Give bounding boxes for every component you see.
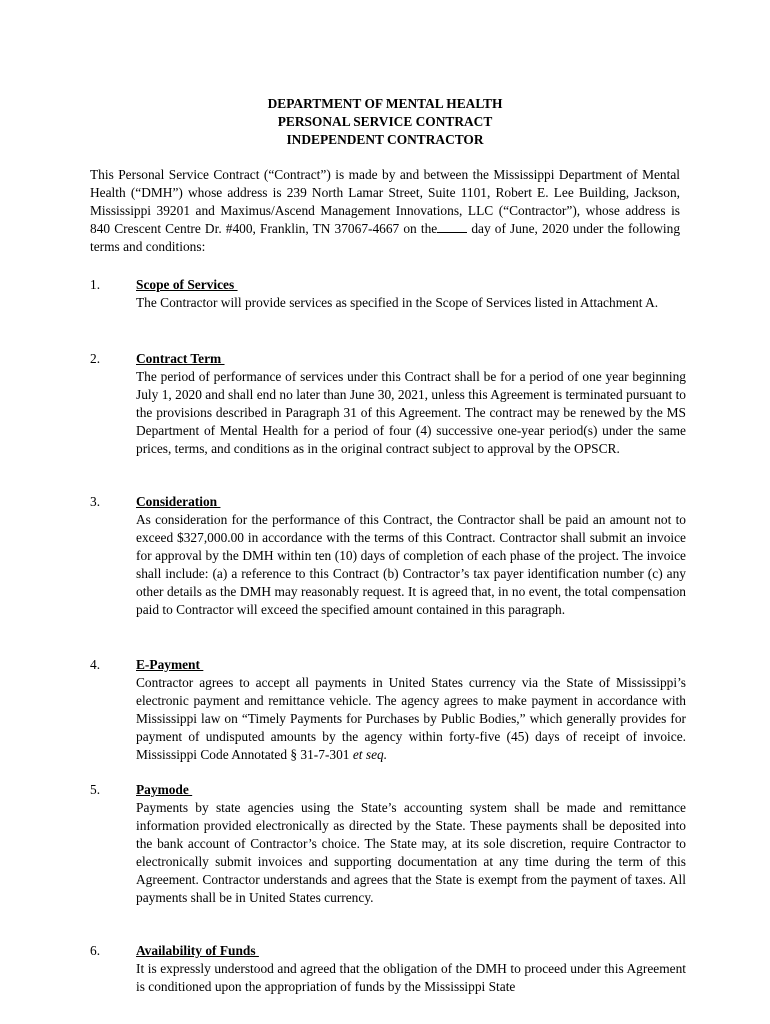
section-body: It is expressly understood and agreed that the obligation of the DMH to proceed under this Agreement is conditioned upon the appropriation of funds by the Mississippi State (136, 961, 686, 994)
section-number: 4. (90, 657, 101, 672)
section-paymode (90, 781, 686, 907)
section-number: 3. (90, 494, 101, 509)
header-contract-type: PERSONAL SERVICE CONTRACT (277, 114, 493, 129)
section-title: Scope of Services (136, 277, 238, 292)
section-title: Availability of Funds (136, 943, 259, 958)
section-body: Payments by state agencies using the State’s accounting system shall be made and remittance information provided electronically as directed by the State. These payments shall be deposited into the bank account of Contractor’s choice. The State may, at its sole discretion, require Contractor to electronically submit invoices and supporting documentation at any time during the term of this Agreement. Contractor understands and agrees that the State is exempt from the payment of taxes. All payments shall be in United States currency. (136, 800, 686, 905)
section-body-text: Contractor agrees to accept all payments in United States currency via the State of Mississippi’s electronic payment and remittance vehicle. The agency agrees to make payment in accordance with Mississippi law on “Timely Payments for Purchases by Public Bodies,” which generally provides for payment of undisputed amounts by the agency within forty-five (45) days of receipt of invoice. Mississippi Code Annotated § 31-7-301 (136, 675, 686, 762)
section-number: 6. (90, 943, 101, 958)
intro-text: This Personal Service Contract (“Contract”) is made by and between the Mississippi Department of Mental Health (“DMH”) whose address is 239 North Lamar Street, Suite 1101, Robert E. Lee Building, Jackson, Mississippi 39201 and Maximus/Ascend Management Innovations, LLC (“Contractor”), whose address is 840 Crescent Centre Dr. #400, Franklin, TN 37067-4667 on the (90, 167, 680, 236)
section-e-payment (90, 656, 686, 764)
section-number: 2. (90, 351, 101, 366)
section-body: As consideration for the performance of this Contract, the Contractor shall be paid an amount not to exceed $327,000.00 in accordance with the terms of this Contract. Contractor shall submit an invoice for approval by the DMH within ten (10) days of completion of each phase of the project. The invoice shall include: (a) a reference to this Contract (b) Contractor’s tax payer identification number (c) any other details as the DMH may reasonably request. It is agreed that, in no event, the total compensation paid to Contractor will exceed the specified amount contained in this paragraph. (136, 512, 686, 617)
section-title: Paymode (136, 782, 193, 797)
section-title: Contract Term (136, 351, 225, 366)
intro-paragraph (90, 166, 680, 256)
section-availability-of-funds (90, 942, 686, 996)
section-title: Consideration (136, 494, 221, 509)
section-contract-term (90, 350, 686, 458)
section-scope-of-services (90, 276, 686, 312)
header-department: DEPARTMENT OF MENTAL HEALTH (267, 96, 503, 111)
section-body-italic: et seq. (352, 747, 388, 762)
section-body: The period of performance of services under this Contract shall be for a period of one year beginning July 1, 2020 and shall end no later than June 30, 2021, unless this Agreement is terminated pursuant to the provisions described in Paragraph 31 of this Agreement. The contract may be renewed by the MS Department of Mental Health for a period of four (4) successive one-year period(s) under the same prices, terms, and conditions as in the original contract subject to approval by the OPSCR. (136, 369, 686, 456)
header-contractor-type: INDEPENDENT CONTRACTOR (286, 132, 484, 147)
section-consideration (90, 493, 686, 619)
section-body: The Contractor will provide services as specified in the Scope of Services listed in Attachment A. (136, 295, 659, 310)
section-body (136, 674, 686, 764)
intro-text-end: day of June, 2020 under the following terms and conditions: (90, 221, 681, 254)
document-header (0, 95, 770, 149)
section-number: 1. (90, 277, 101, 292)
section-number: 5. (90, 782, 101, 797)
date-blank (437, 220, 467, 233)
section-title: E-Payment (136, 657, 204, 672)
